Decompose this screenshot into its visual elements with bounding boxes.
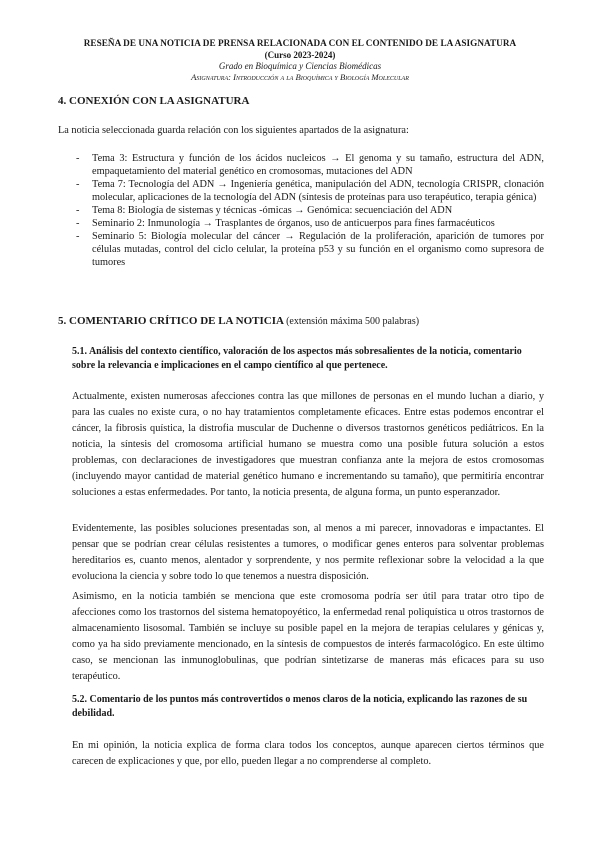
paragraph: Asimismo, en la noticia también se menciona que este cromosoma podría ser útil para tratar otro tipo de afecciones como los trastornos del sistema hematopoyético, la enfermedad renal poliquística u otros trastornos de almacenamiento lisosomal. También se incluye su posible papel en la mejora de terapias celulares y génicas y, como ya ha sido previamente mencionado, en la síntesis de compuestos de interés farmacológico. En este último caso, se mencionan las inmunoglobulinas, que podrían sintetizarse de maneras más eficaces para su uso terapéutico.: [72, 591, 544, 682]
section-5-word-limit: (extensión máxima 500 palabras): [286, 316, 420, 327]
paragraph: En mi opinión, la noticia explica de forma clara todos los conceptos, aunque aparecen ciertos términos que carecen de explicaciones y que, por ello, pueden llegar a no comprenderse al completo.: [72, 740, 544, 767]
topics-list: [76, 152, 544, 269]
section-4-heading: 4. CONEXIÓN CON LA ASIGNATURA: [58, 95, 250, 107]
subsection-5-2-heading: 5.2. Comentario de los puntos más controvertidos o menos claros de la noticia, explicando las razones de su debilidad.: [72, 694, 528, 719]
degree-name: Grado en Bioquímica y Ciencias Biomédicas: [218, 60, 382, 71]
section-5-heading: [58, 315, 419, 328]
list-item: - Tema 7: Tecnología del ADN → Ingeniería genética, manipulación del ADN, tecnología CRISPR, clonación molecular, aplicaciones de la tecnología del ADN (síntesis de proteínas para uso terapéutico, terapia génica): [76, 178, 544, 204]
paragraph: Actualmente, existen numerosas afecciones contra las que millones de personas en el mundo luchan a diario, y para las cuales no existe cura, o no hay tratamientos completamente eficaces. Entre estas podemos encontrar el cáncer, la fibrosis quística, la distrofia muscular de Duchenne o diversos trastornos genéticos pediátricos. En la noticia, la síntesis del cromosoma artificial humano se muestra como una posible futura solución a estos problemas, con declaraciones de investigadores que muestran confianza ante la mejora de estos cromosomas (incluyendo mayor cantidad de material genético humano e incrementando su tamaño), que permitiría encontrar soluciones a estas enfermedades. Por tanto, la noticia presenta, de alguna forma, un punto esperanzador.: [72, 391, 544, 498]
list-item: - Seminario 2: Inmunología → Trasplantes de órganos, uso de anticuerpos para fines farmacéuticos: [76, 217, 544, 230]
section-4-intro: La noticia seleccionada guarda relación con los siguientes apartados de la asignatura:: [58, 125, 409, 136]
list-item: - Tema 3: Estructura y función de los ácidos nucleicos → El genoma y su tamaño, estructura del ADN, empaquetamiento del material genético en cromosomas, mutaciones del ADN: [76, 152, 544, 178]
document-header: [40, 38, 560, 83]
list-item: - Tema 8: Biología de sistemas y técnicas -ómicas → Genómica: secuenciación del ADN: [76, 204, 544, 217]
course-year: (Curso 2023-2024): [264, 49, 336, 60]
paragraph: Evidentemente, las posibles soluciones presentadas son, al menos a mi parecer, innovadoras e impactantes. El pensar que se podrían crear células resistentes a tumores, o modificar genes enteros para solventar problemas hereditarios es, cuanto menos, alentador y sorprendente, y nos permite reflexionar sobre la velocidad a la que evoluciona la ciencia y sobre todo lo que tenemos a nuestra disposición.: [72, 523, 544, 582]
subject-name: Asignatura: Introducción a la Bioquímica y Biología Molecular: [191, 71, 409, 82]
document-title: RESEÑA DE UNA NOTICIA DE PRENSA RELACIONADA CON EL CONTENIDO DE LA ASIGNATURA: [83, 38, 517, 48]
subsection-5-1-heading: 5.1. Análisis del contexto científico, valoración de los aspectos más sobresalientes de la noticia, comentario sobre la relevancia e implicaciones en el campo científico al que pertenece.: [72, 346, 522, 371]
section-5-title: 5. COMENTARIO CRÍTICO DE LA NOTICIA: [58, 315, 284, 327]
list-item: - Seminario 5: Biología molecular del cáncer → Regulación de la proliferación, aparición de tumores por células mutadas, control del ciclo celular, la proteína p53 y su función en el organismo como supresora de tumores: [76, 230, 544, 269]
